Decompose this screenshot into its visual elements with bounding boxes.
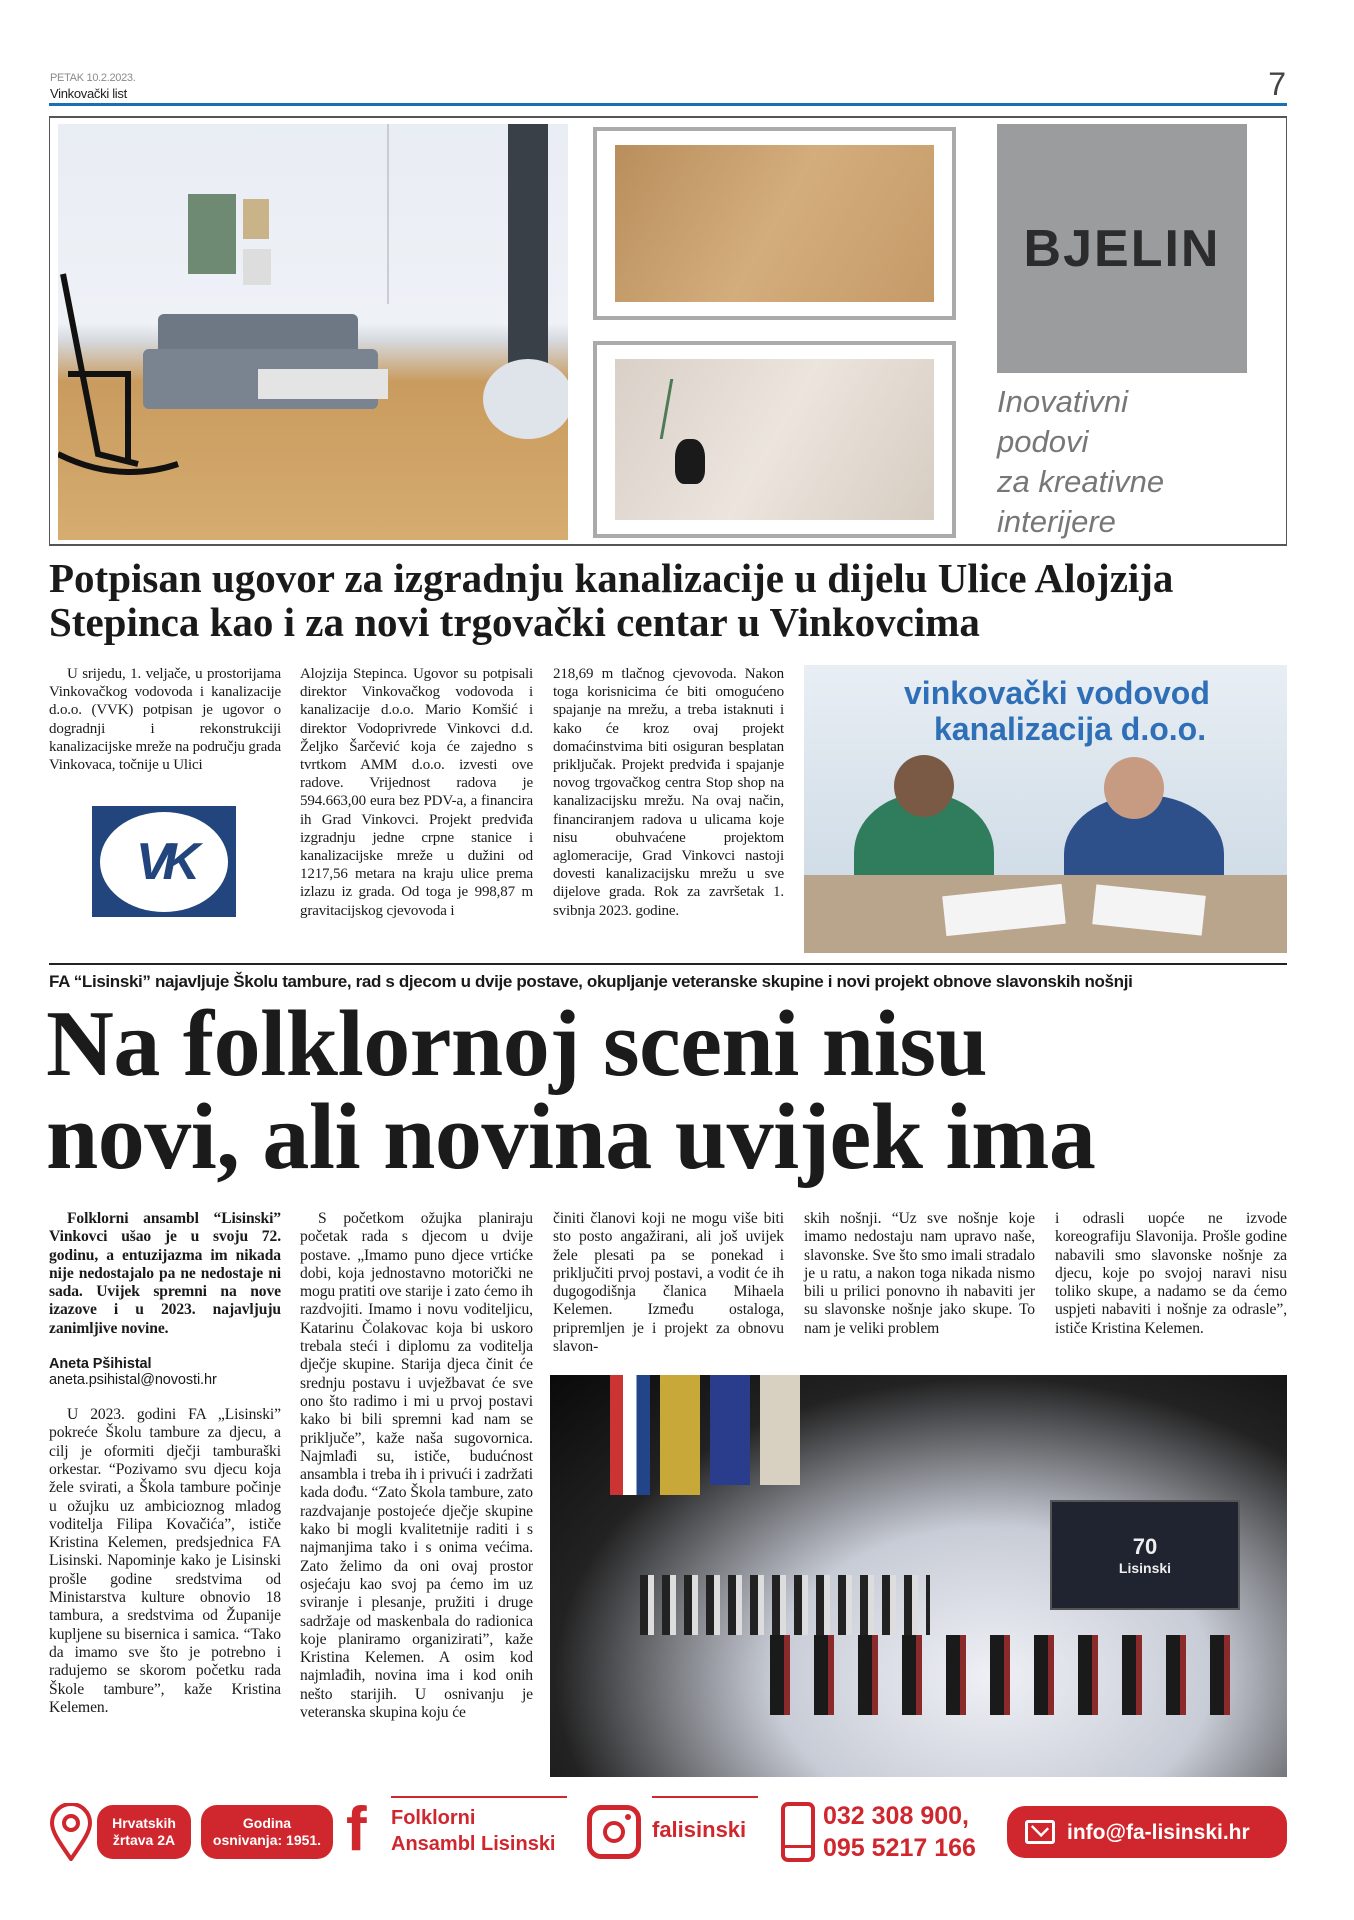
phone-icon <box>781 1802 815 1862</box>
article2-column-1 <box>49 1210 281 1717</box>
founded-badge <box>201 1805 333 1859</box>
article1-column-1 <box>49 665 281 774</box>
oak-floor-photo <box>615 145 934 302</box>
folklore-stage-photo <box>550 1375 1287 1777</box>
author-name: Aneta Pšihistal <box>49 1356 152 1373</box>
article2-lead: Folklorni ansambl “Lisinski” Vinkovci ušao je u svoju 72. godinu, a entuzijazma im nikada nije nedostajalo pa ne nedostaje ni sada. Uvijek spremni na nove izazove i u 2023. najavljuju zanimljive novine. <box>49 1210 281 1337</box>
bjelin-logo: BJELIN <box>1023 219 1221 278</box>
header-divider <box>49 103 1287 106</box>
bjelin-logo-panel <box>997 124 1247 373</box>
facebook-line: Folklorni <box>391 1807 476 1829</box>
author-email[interactable]: aneta.psihistal@novosti.hr <box>49 1372 217 1389</box>
article2-subheadline: FA “Lisinski” najavljuje Školu tambure, rad s djecom u dvije postave, okupljanje veteranske skupine i novi projekt obnove slavonskih nošnji <box>49 972 1133 991</box>
phone-number[interactable]: 032 308 900, <box>823 1802 969 1830</box>
article2-column-5 <box>1055 1210 1287 1338</box>
vvk-logo <box>92 806 236 917</box>
white-floor-photo-frame <box>593 341 956 538</box>
slogan-line: Inovativni <box>997 384 1128 419</box>
article2-headline <box>46 992 1306 1189</box>
photo-banner-text: vinkovački vodovod <box>904 675 1210 711</box>
slogan-line: interijere <box>997 504 1116 539</box>
instagram-icon[interactable] <box>587 1805 641 1859</box>
article2-paragraph: skih nošnji. “Uz sve nošnje koje imamo nedostaju nam upravo naše, slavonske. Sve što smo imali stradalo je u ratu, a nakon toga nikada nismo bili u prilici ponovno ih nabaviti jer su slavonske nošnje jako skupe. To nam je veliki problem <box>804 1210 1035 1337</box>
newspaper-name: Vinkovački list <box>50 86 127 101</box>
article2-paragraph: U 2023. godini FA „Lisinski” pokreće Školu tambure za djecu, a cilj je oformiti dječji tamburaški orkestar. “Pozivamo svu djecu koja žele svirati, a Škola tambure počinje u ožujku uz ambicioznog mladog voditelja Filipa Kovačića”, ističe Kristina Kelemen, predsjednica FA Lisinski. Napominje kako je Lisinski prošle godine sredstvima od Ministarstva kulture obnovio 18 tambura, a sredstvima od Županije kupljene su bisernica i samica. “Tako da imamo sve što je potrebno i radujemo se skorom početku rada Škole tambure”, kaže Kristina Kelemen. <box>49 1406 281 1716</box>
oak-floor-photo-frame <box>593 127 956 320</box>
article1-headline: Potpisan ugovor za izgradnju kanalizacije u dijelu Ulice Alojzija Stepinca kao i za novi trgovački centar u Vinkovcima <box>49 555 1174 645</box>
article2-column-2 <box>300 1210 533 1722</box>
address-line: žrtava 2A <box>112 1832 176 1848</box>
facebook-rule <box>391 1796 567 1798</box>
white-floor-photo <box>615 359 934 520</box>
article1-column-2 <box>300 665 533 920</box>
article1-column-3 <box>553 665 784 920</box>
facebook-icon[interactable]: f <box>346 1795 367 1864</box>
article2-paragraph: S početkom ožujka planiraju početak rada s djecom u dvije postave. „Imamo puno djece vrtićke dobi, koja jednostavno motorički ne mogu pratiti ove starije i zato ćemo ih razdvojiti. Imamo i novu voditeljicu, Katarinu Čolakovac koja bi uskoro trebala steći i diplomu za voditelja dječje skupine. Starija djeca činit će srednju postavu i uvježbavat će sve ono što radimo i mi u prvoj postavi kako bi bili spremni kad nam se priključe”, kaže naša sugovornica. Najmlađi su, ističe, budućnost ansambla i treba ih i privući i zadržati kada dođu. “Zato Škola tambure, zato razdvajanje postojeće dječje skupine kako bi mogli kvalitetnije raditi i s najmanjima tako i s onima većima. Zato želimo da oni ovaj prostor osjećaju kao svoj pa ćemo im uz sviranje i plesanje, pružiti i druge sadržaje od maskenbala do radionica koje planiramo organizirati”, kaže Kristina Kelemen. A osim kod najmlađih, novina ima i kod onih nešto starijih. U osnivanju je veteranska skupina koju će <box>300 1210 533 1722</box>
facebook-link[interactable] <box>391 1805 556 1857</box>
slogan-line: za kreativne <box>997 464 1165 499</box>
article2-paragraph: i odrasli uopće ne izvode koreografiju Slavonija. Prošle godine nabavili smo slavonske nošnje za djecu, koje po svojoj naravi nisu toliko skupe, a nadamo se da ćemo uspjeti nabaviti i nošnje za odrasle”, ističe Kristina Kelemen. <box>1055 1210 1287 1337</box>
headline-line: Na folklornoj sceni nisu <box>46 992 988 1096</box>
article2-column-4 <box>804 1210 1035 1338</box>
address-line: Hrvatskih <box>112 1815 176 1831</box>
article1-paragraph: 218,69 m tlačnog cjevovoda. Nakon toga korisnicima će biti omogućeno spajanje na mrežu, a treba istaknuti i kako će kroz ovaj projekt domaćinstvima biti osiguran besplatan priključak. Projekt predviđa i spajanje novog trgovačkog centra Stop shop na kanalizacijsku mrežu. Na ovaj način, financiranjem radova u ulicama koje nisu obuhvaćene projektom aglomeracije, Grad Vinkovci nastoji dovesti kanalizacijsku mrežu u sve dijelove grada. Rok za završetak 1. svibnja 2023. godine. <box>553 666 784 919</box>
headline-line: novi, ali novina uvijek ima <box>46 1085 1096 1189</box>
envelope-icon <box>1025 1820 1055 1844</box>
facebook-line: Ansambl Lisinski <box>391 1833 556 1855</box>
screen-ensemble-name: Lisinski <box>1118 1560 1172 1576</box>
phone-number[interactable]: 095 5217 166 <box>823 1834 976 1862</box>
founded-line: osnivanja: 1951. <box>212 1832 322 1848</box>
issue-date: PETAK 10.2.2023. <box>50 72 136 84</box>
ad-slogan <box>997 382 1277 542</box>
phone-numbers <box>823 1800 976 1864</box>
slogan-line: podovi <box>997 424 1089 459</box>
instagram-handle[interactable]: falisinski <box>652 1817 747 1842</box>
article1-paragraph: Alojzija Stepinca. Ugovor su potpisali direktor Vinkovačkog vodovoda i kanalizacije d.o.o. Mario Komšić i direktor Vodoprivrede Vinkovci d.d. Željko Šarčević koja će zajedno s tvrtkom AMM d.o.o. izvesti ove radove. Vrijednost radova je 594.663,00 eura bez PDV-a, a financira ih Grad Vinkovci. Projekt predviđa izgradnju jedne crpne stanice i kanalizacijske mreže u dužini od 1217,56 metara na kraju ulice prema izlazu iz grada. Od toga je 998,87 m gravitacijskog cjevovoda i <box>300 666 533 919</box>
email-address[interactable]: info@fa-lisinski.hr <box>1067 1820 1250 1844</box>
email-badge[interactable] <box>1007 1806 1287 1858</box>
address-badge <box>97 1805 191 1859</box>
page-number: 7 <box>1268 66 1286 102</box>
article2-column-3 <box>553 1210 784 1356</box>
location-pin-icon <box>49 1803 93 1861</box>
living-room-photo <box>58 124 568 540</box>
contract-signing-photo <box>804 665 1287 953</box>
section-divider <box>49 963 1287 965</box>
photo-banner-text: kanalizacija d.o.o. <box>934 711 1207 747</box>
screen-anniversary-number: 70 <box>1132 1534 1158 1559</box>
article1-paragraph: U srijedu, 1. veljače, u prostorijama Vinkovačkog vodovoda i kanalizacije d.o.o. (VVK) potpisan je ugovor o dogradnji i rekonstrukciji kanalizacijske mreže na području grada Vinkovaca, točnije u Ulici <box>49 666 281 774</box>
founded-line: Godina <box>242 1815 292 1831</box>
instagram-rule <box>652 1796 758 1798</box>
article2-paragraph: činiti članovi koji ne mogu više biti sto posto angažirani, ali još uvijek žele plesati pa se ponekad i priključiti prvoj postavi, a vodit će ih dugogodišnja članica Mihaela Kelemen. Između ostaloga, pripremljen je i projekt za obnovu slavon- <box>553 1210 784 1356</box>
vvk-logo-mark: VK <box>135 832 193 891</box>
